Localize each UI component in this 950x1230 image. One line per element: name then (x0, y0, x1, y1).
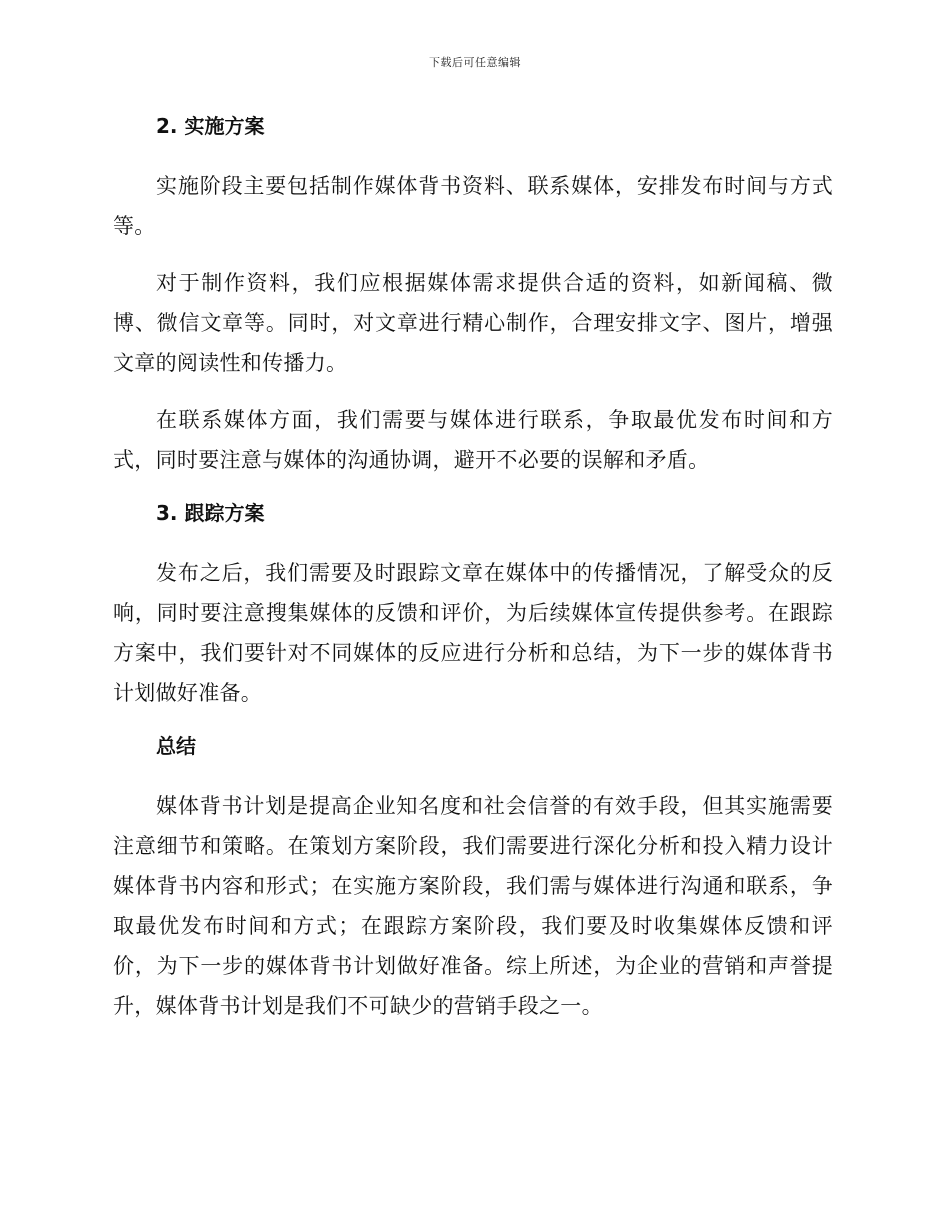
section-heading-summary: 总结 (156, 734, 196, 758)
paragraph-tracking: 发布之后，我们需要及时跟踪文章在媒体中的传播情况，了解受众的反响，同时要注意搜集媒体的反馈和评价，为后续媒体宣传提供参考。在跟踪方案中，我们要针对不同媒体的反应进行分析和总结，为下一步的媒体背书计划做好准备。 (113, 561, 833, 705)
section-heading-implementation: 2. 实施方案 (156, 114, 265, 138)
document-body (113, 110, 833, 1043)
section-heading-tracking: 3. 跟踪方案 (156, 501, 265, 525)
page-header: 下载后可任意编辑 (429, 56, 521, 69)
paragraph-summary: 媒体背书计划是提高企业知名度和社会信誉的有效手段，但其实施需要注意细节和策略。在策划方案阶段，我们需要进行深化分析和投入精力设计媒体背书内容和形式；在实施方案阶段，我们需与媒体进行沟通和联系，争取最优发布时间和方式；在跟踪方案阶段，我们要及时收集媒体反馈和评价，为下一步的媒体背书计划做好准备。综上所述，为企业的营销和声誉提升，媒体背书计划是我们不可缺少的营销手段之一。 (113, 794, 833, 1018)
paragraph-media-contact: 在联系媒体方面，我们需要与媒体进行联系，争取最优发布时间和方式，同时要注意与媒体的沟通协调，避开不必要的误解和矛盾。 (113, 408, 833, 472)
paragraph-material-preparation: 对于制作资料，我们应根据媒体需求提供合适的资料，如新闻稿、微博、微信文章等。同时，对文章进行精心制作，合理安排文字、图片，增强文章的阅读性和传播力。 (113, 271, 833, 375)
paragraph-implementation-overview: 实施阶段主要包括制作媒体背书资料、联系媒体，安排发布时间与方式等。 (113, 174, 833, 238)
